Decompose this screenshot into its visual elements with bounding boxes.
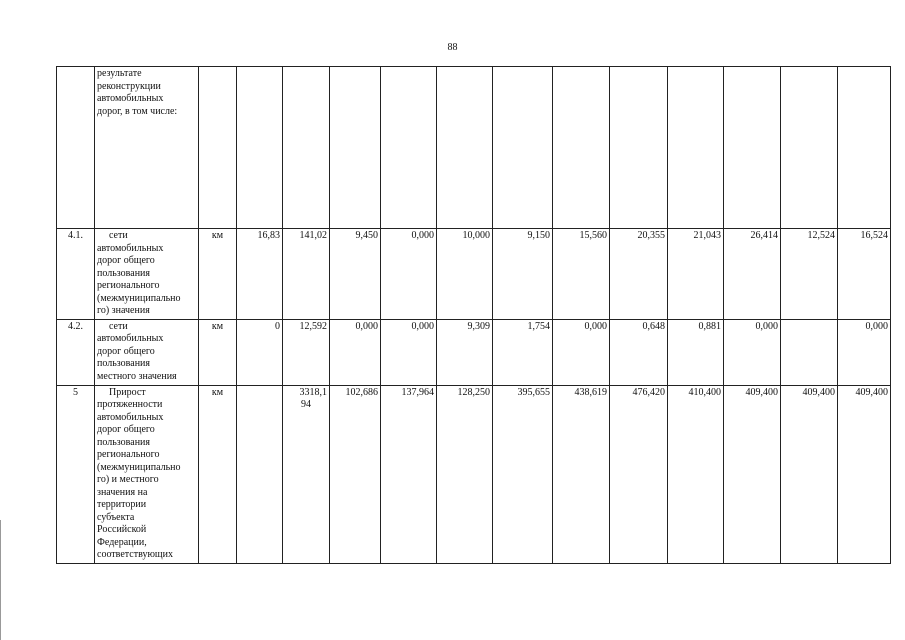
value-cell [330, 67, 381, 229]
value-cell: 16,524 [838, 229, 891, 320]
row-unit [199, 67, 237, 229]
table-row [57, 385, 891, 563]
value-cell [838, 67, 891, 229]
value-cell: 0,000 [381, 319, 437, 385]
value-cell: 409,400 [838, 385, 891, 563]
value-cell: 26,414 [724, 229, 781, 320]
value-cell: 141,02 [283, 229, 330, 320]
value-cell [493, 67, 553, 229]
value-cell [610, 67, 668, 229]
value-cell: 10,000 [437, 229, 493, 320]
value-cell [283, 67, 330, 229]
row-description: Прирост протяженности автомобильных дорог общего пользования регионального (межмуниципально го) и местного значения на территории субъекта Российской Федерации, соответствующих [95, 385, 199, 563]
value-cell [437, 67, 493, 229]
value-cell [553, 67, 610, 229]
row-number: 4.1. [57, 229, 95, 320]
value-cell: 12,592 [283, 319, 330, 385]
value-cell: 137,964 [381, 385, 437, 563]
value-cell: 409,400 [781, 385, 838, 563]
row-number [57, 67, 95, 229]
value-cell [781, 319, 838, 385]
value-cell: 438,619 [553, 385, 610, 563]
value-cell: 12,524 [781, 229, 838, 320]
value-cell: 410,400 [668, 385, 724, 563]
value-cell: 0 [237, 319, 283, 385]
value-cell: 0,000 [838, 319, 891, 385]
row-number: 4.2. [57, 319, 95, 385]
value-cell: 15,560 [553, 229, 610, 320]
value-cell: 9,309 [437, 319, 493, 385]
value-cell: 0,000 [553, 319, 610, 385]
table-row [57, 319, 891, 385]
value-cell: 16,83 [237, 229, 283, 320]
scan-artifact [0, 520, 1, 640]
row-unit: км [199, 319, 237, 385]
value-cell: 0,000 [381, 229, 437, 320]
row-description: сети автомобильных дорог общего пользования местного значения [95, 319, 199, 385]
value-cell: 409,400 [724, 385, 781, 563]
row-description: результате реконструкции автомобильных дорог, в том числе: [95, 67, 199, 229]
indicator-table [56, 66, 891, 564]
value-cell: 476,420 [610, 385, 668, 563]
value-cell [724, 67, 781, 229]
row-number: 5 [57, 385, 95, 563]
row-unit: км [199, 385, 237, 563]
value-cell: 9,150 [493, 229, 553, 320]
value-cell: 1,754 [493, 319, 553, 385]
value-cell: 21,043 [668, 229, 724, 320]
value-cell: 3318,1 94 [283, 385, 330, 563]
value-cell: 0,000 [330, 319, 381, 385]
value-cell [381, 67, 437, 229]
table-row [57, 67, 891, 229]
page-number: 88 [447, 42, 458, 53]
table-row [57, 229, 891, 320]
value-cell [237, 385, 283, 563]
value-cell [237, 67, 283, 229]
value-cell: 102,686 [330, 385, 381, 563]
value-cell: 395,655 [493, 385, 553, 563]
value-cell: 0,000 [724, 319, 781, 385]
value-cell: 20,355 [610, 229, 668, 320]
value-cell: 0,881 [668, 319, 724, 385]
value-cell: 9,450 [330, 229, 381, 320]
value-cell [668, 67, 724, 229]
row-description: сети автомобильных дорог общего пользования регионального (межмуниципально го) значения [95, 229, 199, 320]
row-unit: км [199, 229, 237, 320]
value-cell [781, 67, 838, 229]
value-cell: 0,648 [610, 319, 668, 385]
value-cell: 128,250 [437, 385, 493, 563]
